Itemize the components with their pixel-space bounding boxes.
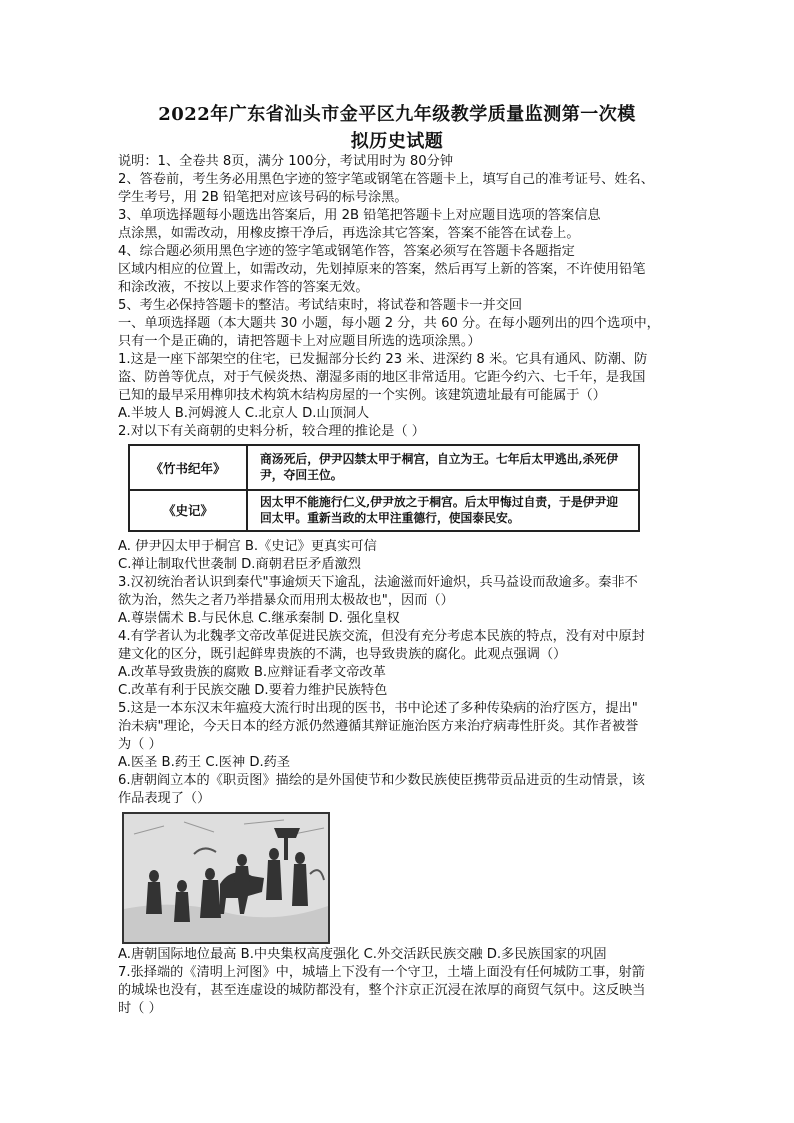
question-text: 盗、防兽等优点，对于气候炎热、潮湿多雨的地区非常适用。它距今约六、七千年，是我国: [118, 370, 646, 385]
question-options: A.尊崇儒术 B.与民休息 C.继承秦制 D. 强化皇权: [118, 611, 400, 626]
table-source-cell: 《竹书纪年》: [130, 446, 248, 489]
question-text: 6.唐朝阎立本的《职贡图》描绘的是外国使节和少数民族使臣携带贡品进贡的生动情景，该: [118, 773, 645, 788]
tribute-painting-image: [122, 812, 330, 944]
table-row: [130, 446, 638, 491]
source-table: [128, 444, 640, 532]
question-text: 3.汉初统治者认识到秦代"事逾烦天下逾乱，法逾滋而奸逾炽，兵马益设而敌逾多。秦非不: [118, 575, 638, 590]
question-text: 已知的最早采用榫卯技术构筑木结构房屋的一个实例。该建筑遗址最有可能属于（）: [118, 388, 606, 403]
question-text: 4.有学者认为北魏孝文帝改革促进民族交流，但没有充分考虑本民族的特点，没有对中原封: [118, 629, 645, 644]
table-source-cell: 《史记》: [130, 489, 248, 530]
question-text: 的城垛也没有，甚至连虚设的城防都没有，整个汴京正沉浸在浓厚的商贸气氛中。这反映当: [118, 983, 646, 998]
instruction-line: 4、综合题必须用黑色字迹的签字笔或钢笔作答，答案必须写在答题卡各题指定: [118, 244, 575, 259]
table-row: [130, 489, 638, 530]
question-text: 1.这是一座下部架空的住宅，已发掘部分长约 23 米、进深约 8 米。它具有通风、防潮、防: [118, 352, 648, 367]
table-text-cell: 因太甲不能施行仁义,伊尹放之于桐宫。后太甲悔过自责，于是伊尹迎回太甲。重新当政的太甲注重德行，使国泰民安。: [260, 495, 619, 525]
question-text: 作品表现了（）: [118, 791, 211, 806]
instruction-line: 5、考生必保持答题卡的整洁。考试结束时，将试卷和答题卡一并交回: [118, 298, 523, 313]
tribute-painting-illustration: [124, 814, 328, 942]
instruction-line: 2、答卷前，考生务必用黑色字迹的签字笔或钢笔在答题卡上，填写自己的准考证号、姓名、: [118, 172, 654, 187]
question-text: 2.对以下有关商朝的史料分析，较合理的推论是（ ）: [118, 424, 425, 439]
instruction-line: 说明：1、全卷共 8页，满分 100分，考试用时为 80分钟: [118, 154, 454, 169]
exam-title-line1: 2022年广东省汕头市金平区九年级教学质量监测第一次模: [158, 104, 636, 125]
question-text: 欲为治，然失之者乃举措暴众而用刑太极故也"，因而（）: [118, 593, 454, 608]
question-options: C.改革有利于民族交融 D.要着力维护民族特色: [118, 683, 388, 698]
table-text-cell: 商汤死后，伊尹囚禁太甲于桐宫，自立为王。七年后太甲逃出,杀死伊尹，夺回王位。: [260, 452, 619, 482]
question-options: A. 伊尹囚太甲于桐宫 B.《史记》更真实可信: [118, 539, 377, 554]
question-text: 7.张择端的《清明上河图》中，城墙上下没有一个守卫，土墙上面没有任何城防工事，射箭: [118, 965, 645, 980]
question-text: 建文化的区分，既引起鲜卑贵族的不满，也导致贵族的腐化。此观点强调（）: [118, 647, 567, 662]
question-options: A.半坡人 B.河姆渡人 C.北京人 D.山顶洞人: [118, 406, 370, 421]
section-heading: 只有一个是正确的，请把答题卡上对应题目所选的选项涂黑。）: [118, 334, 481, 349]
exam-title-line2: 拟历史试题: [350, 131, 444, 152]
question-options: A.改革导致贵族的腐败 B.应辩证看孝文帝改革: [118, 665, 386, 680]
instruction-line: 3、单项选择题每小题选出答案后，用 2B 铅笔把答题卡上对应题目选项的答案信息: [118, 208, 601, 223]
instruction-line: 学生考号，用 2B 铅笔把对应该号码的标号涂黑。: [118, 190, 408, 205]
question-text: 为（ ）: [118, 737, 162, 752]
instruction-line: 区域内相应的位置上，如需改动，先划掉原来的答案，然后再写上新的答案，不许使用铅笔: [118, 262, 646, 277]
question-text: 治未病"理论，今天日本的经方派仍然遵循其辩证施治医方来治疗病毒性肝炎。其作者被誉: [118, 719, 639, 734]
instruction-line: 和涂改液，不按以上要求作答的答案无效。: [118, 280, 369, 295]
question-text: 时（ ）: [118, 1001, 162, 1016]
question-options: A.唐朝国际地位最高 B.中央集权高度强化 C.外交活跃民族交融 D.多民族国家的巩固: [118, 947, 607, 962]
question-options: C.禅让制取代世袭制 D.商朝君臣矛盾激烈: [118, 557, 361, 572]
question-text: 5.这是一本东汉末年瘟疫大流行时出现的医书，书中论述了多种传染病的治疗医方，提出": [118, 701, 638, 716]
instruction-line: 点涂黑，如需改动，用橡皮擦干净后，再选涂其它答案，答案不能答在试卷上。: [118, 226, 580, 241]
question-options: A.医圣 B.药王 C.医神 D.药圣: [118, 755, 291, 770]
section-heading: 一、单项选择题（本大题共 30 小题，每小题 2 分，共 60 分。在每小题列出的四个选项中，: [118, 316, 660, 331]
